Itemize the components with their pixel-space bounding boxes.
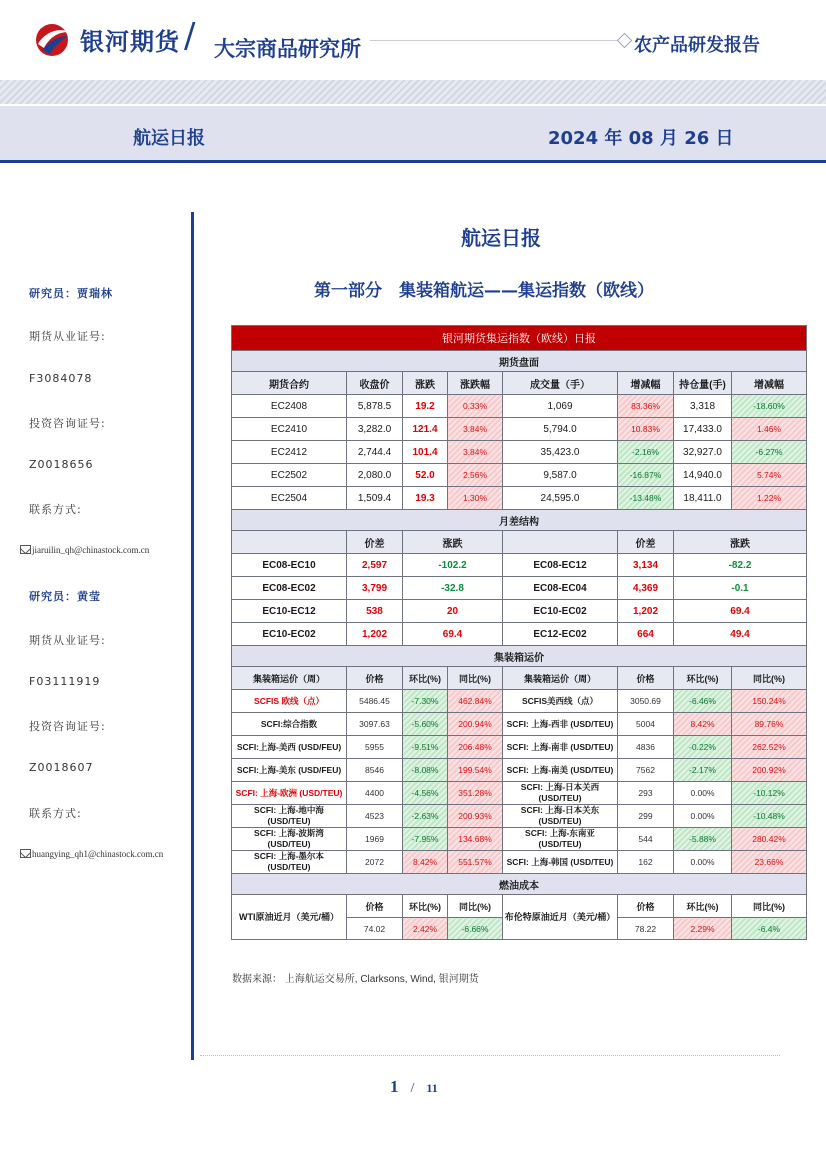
freight-price: 299 [618,805,674,828]
table-row [232,690,807,713]
freight-wow: 0.00% [674,782,732,805]
freight-wow: 0.00% [674,851,732,874]
col-header: 价差 [347,531,403,554]
close-price: 3,282.0 [347,418,403,441]
freight-name: SCFI: 上海-南美 (USD/TEU) [503,759,618,782]
freight-name: SCFIS 欧线（点） [232,690,347,713]
col-header: 价格 [347,667,403,690]
spread-section-header: 月差结构 [232,510,807,531]
open-interest: 14,940.0 [674,464,732,487]
col-header: 同比(%) [732,895,807,918]
brent-wow: 2.29% [674,918,732,940]
spread-name: EC10-EC02 [503,600,618,623]
brent-label: 布伦特原油近月（美元/桶） [503,895,618,940]
freight-name: SCFIS美西线（点） [503,690,618,713]
table-row [232,418,807,441]
freight-price: 8546 [347,759,403,782]
freight-yoy: 23.66% [732,851,807,874]
section-title: 第一部分 集装箱航运——集运指数（欧线） [314,281,654,301]
spread-change: -102.2 [403,554,503,577]
spread-price: 1,202 [347,623,403,646]
oi-change: 1.46% [732,418,807,441]
freight-name: SCFI: 上海-南非 (USD/TEU) [503,736,618,759]
main-title: 航运日报 [461,226,541,250]
spread-change: 69.4 [674,600,807,623]
spread-name: EC08-EC02 [232,577,347,600]
freight-section-header: 集装箱运价 [232,646,807,667]
volume: 1,069 [503,395,618,418]
email-2[interactable] [20,849,163,859]
freight-price: 1969 [347,828,403,851]
contract: EC2412 [232,441,347,464]
researcher-2-name: 研究员：黄莹 [29,590,101,603]
freight-wow: 8.42% [674,713,732,736]
contract: EC2410 [232,418,347,441]
table-row [232,395,807,418]
freight-price: 4400 [347,782,403,805]
freight-wow: -9.51% [403,736,448,759]
freight-yoy: 551.57% [448,851,503,874]
freight-price: 5486.45 [347,690,403,713]
table-row [232,736,807,759]
col-header: 期货合约 [232,372,347,395]
freight-price: 4836 [618,736,674,759]
contract: EC2408 [232,395,347,418]
freight-price: 3097.63 [347,713,403,736]
sidebar-divider [191,212,194,1060]
freight-yoy: 200.94% [448,713,503,736]
freight-wow: 0.00% [674,805,732,828]
freight-yoy: 351.28% [448,782,503,805]
freight-wow: -2.17% [674,759,732,782]
freight-wow: -4.56% [403,782,448,805]
freight-price: 3050.69 [618,690,674,713]
freight-yoy: 262.52% [732,736,807,759]
spread-change: -82.2 [674,554,807,577]
freight-name: SCFI: 上海-东南亚 (USD/TEU) [503,828,618,851]
col-header: 涨跌 [403,531,503,554]
open-interest: 32,927.0 [674,441,732,464]
report-type: 农产品研发报告 [634,35,760,56]
col-header: 持仓量(手) [674,372,732,395]
freight-price: 162 [618,851,674,874]
email-1[interactable] [20,545,149,555]
freight-yoy: 199.54% [448,759,503,782]
freight-name: SCFI:上海-美东 (USD/FEU) [232,759,347,782]
spread-name: EC08-EC12 [503,554,618,577]
col-header: 成交量（手） [503,372,618,395]
freight-wow: 8.42% [403,851,448,874]
spread-name: EC08-EC10 [232,554,347,577]
table-row [232,805,807,828]
close-price: 5,878.5 [347,395,403,418]
volume-change: 10.83% [618,418,674,441]
col-header: 同比(%) [732,667,807,690]
change: 121.4 [403,418,448,441]
freight-yoy: -10.48% [732,805,807,828]
freight-wow: -8.08% [403,759,448,782]
freight-yoy: 280.42% [732,828,807,851]
freight-yoy: -10.12% [732,782,807,805]
open-interest: 3,318 [674,395,732,418]
freight-price: 7562 [618,759,674,782]
table-row [232,577,807,600]
freight-header-row [232,667,807,690]
freight-wow: -5.88% [674,828,732,851]
col-header-empty [503,531,618,554]
col-header: 同比(%) [448,895,503,918]
galaxy-futures-logo-icon [32,22,72,58]
col-header: 集装箱运价（周） [503,667,618,690]
change: 101.4 [403,441,448,464]
page-number [390,1077,438,1097]
oi-change: 1.22% [732,487,807,510]
invest-cert-label-1: 投资咨询证号: [29,417,106,430]
freight-yoy: 206.48% [448,736,503,759]
change-pct: 3.84% [448,418,503,441]
col-header: 增减幅 [618,372,674,395]
spread-change: 69.4 [403,623,503,646]
change-pct: 2.56% [448,464,503,487]
brent-price: 78.22 [618,918,674,940]
fuel-header-row [232,895,807,918]
spread-change: 20 [403,600,503,623]
col-header: 增减幅 [732,372,807,395]
table-row [232,464,807,487]
close-price: 1,509.4 [347,487,403,510]
freight-name: SCFI: 上海-墨尔本 (USD/TEU) [232,851,347,874]
freight-name: SCFI: 上海-欧洲 (USD/TEU) [232,782,347,805]
spread-price: 4,369 [618,577,674,600]
spread-price: 2,597 [347,554,403,577]
col-header: 环比(%) [403,895,448,918]
futures-cert-label-1: 期货从业证号: [29,330,106,343]
spread-price: 538 [347,600,403,623]
close-price: 2,080.0 [347,464,403,487]
current-page: 1 [390,1077,399,1096]
spread-header-row [232,531,807,554]
freight-price: 2072 [347,851,403,874]
invest-cert-1: Z0018656 [29,458,94,471]
header-stripe [0,80,826,104]
total-pages: 11 [426,1081,438,1095]
spread-price: 1,202 [618,600,674,623]
volume: 5,794.0 [503,418,618,441]
oi-change: -18.60% [732,395,807,418]
freight-wow: -2.63% [403,805,448,828]
freight-name: SCFI: 上海-韩国 (USD/TEU) [503,851,618,874]
spread-price: 3,134 [618,554,674,577]
col-header: 环比(%) [674,895,732,918]
page-separator: / [410,1081,415,1096]
header-rule [370,40,622,41]
spread-change: 49.4 [674,623,807,646]
spread-price: 3,799 [347,577,403,600]
freight-wow: -0.22% [674,736,732,759]
col-header: 集装箱运价（周） [232,667,347,690]
col-header: 价格 [618,895,674,918]
email-1-text[interactable]: jiaruilin_qh@chinastock.com.cn [32,545,150,555]
invest-cert-label-2: 投资咨询证号: [29,720,106,733]
wti-price: 74.02 [347,918,403,940]
col-header: 涨跌幅 [448,372,503,395]
freight-name: SCFI: 上海-波斯湾 (USD/TEU) [232,828,347,851]
freight-name: SCFI:上海-美西 (USD/FEU) [232,736,347,759]
table-row [232,713,807,736]
spread-name: EC08-EC04 [503,577,618,600]
freight-name: SCFI: 上海-日本关西 (USD/TEU) [503,782,618,805]
change-pct: 1.30% [448,487,503,510]
spread-change: -32.8 [403,577,503,600]
futures-header-row [232,372,807,395]
table-title: 银河期货集运指数（欧线）日报 [232,326,807,351]
table-row [232,759,807,782]
freight-name: SCFI: 上海-日本关东 (USD/TEU) [503,805,618,828]
freight-price: 293 [618,782,674,805]
daily-report-table [231,325,807,940]
col-header: 同比(%) [448,667,503,690]
spread-change: -0.1 [674,577,807,600]
fuel-section-header: 燃油成本 [232,874,807,895]
contract: EC2504 [232,487,347,510]
freight-yoy: 200.93% [448,805,503,828]
table-row [232,554,807,577]
col-header-empty [232,531,347,554]
diamond-icon [617,33,633,49]
spread-name: EC10-EC12 [232,600,347,623]
oi-change: -6.27% [732,441,807,464]
company-name: 银河期货 [80,28,180,56]
table-row [232,441,807,464]
col-header: 价格 [618,667,674,690]
col-header: 环比(%) [674,667,732,690]
futures-cert-1: F3084078 [29,372,93,385]
freight-price: 544 [618,828,674,851]
wti-yoy: -6.66% [448,918,503,940]
col-header: 环比(%) [403,667,448,690]
close-price: 2,744.4 [347,441,403,464]
oi-change: 5.74% [732,464,807,487]
futures-cert-label-2: 期货从业证号: [29,634,106,647]
wti-label: WTI原油近月（美元/桶） [232,895,347,940]
freight-name: SCFI: 上海-西非 (USD/TEU) [503,713,618,736]
freight-name: SCFI:综合指数 [232,713,347,736]
email-2-text[interactable]: huangying_qh1@chinastock.com.cn [32,849,164,859]
volume-change: 83.36% [618,395,674,418]
freight-price: 4523 [347,805,403,828]
freight-yoy: 89.76% [732,713,807,736]
freight-wow: -7.95% [403,828,448,851]
col-header: 价差 [618,531,674,554]
futures-cert-2: F03111919 [29,675,101,688]
col-header: 价格 [347,895,403,918]
brent-yoy: -6.4% [732,918,807,940]
freight-yoy: 462.84% [448,690,503,713]
data-source: 数据来源： 上海航运交易所, Clarksons, Wind, 银河期货 [232,974,479,985]
volume: 24,595.0 [503,487,618,510]
table-row [232,782,807,805]
volume-change: -2.16% [618,441,674,464]
freight-price: 5004 [618,713,674,736]
open-interest: 17,433.0 [674,418,732,441]
volume-change: -16.87% [618,464,674,487]
volume: 9,587.0 [503,464,618,487]
researcher-1-name: 研究员：贾瑞林 [29,287,113,300]
change: 19.2 [403,395,448,418]
table-row [232,600,807,623]
change: 19.3 [403,487,448,510]
col-header: 涨跌 [674,531,807,554]
report-date: 2024 年 08 月 26 日 [548,128,734,149]
contract: EC2502 [232,464,347,487]
table-row [232,828,807,851]
institute-name: 大宗商品研究所 [214,37,361,61]
freight-yoy: 150.24% [732,690,807,713]
volume-change: -13.48% [618,487,674,510]
contact-label-1: 联系方式: [29,503,82,516]
change-pct: 0.33% [448,395,503,418]
contact-label-2: 联系方式: [29,807,82,820]
mail-icon [20,545,31,554]
wti-wow: 2.42% [403,918,448,940]
spread-name: EC12-EC02 [503,623,618,646]
footer-rule [200,1055,780,1056]
change-pct: 3.84% [448,441,503,464]
volume: 35,423.0 [503,441,618,464]
open-interest: 18,411.0 [674,487,732,510]
invest-cert-2: Z0018607 [29,761,94,774]
table-row [232,623,807,646]
band-title: 航运日报 [133,128,205,149]
title-band-underline [0,160,826,163]
futures-section-header: 期货盘面 [232,351,807,372]
freight-wow: -5.60% [403,713,448,736]
header-slash-divider: / [184,16,196,56]
table-row [232,487,807,510]
change: 52.0 [403,464,448,487]
freight-price: 5955 [347,736,403,759]
freight-yoy: 200.92% [732,759,807,782]
freight-wow: -6.46% [674,690,732,713]
spread-price: 664 [618,623,674,646]
mail-icon [20,849,31,858]
col-header: 涨跌 [403,372,448,395]
freight-yoy: 134.68% [448,828,503,851]
spread-name: EC10-EC02 [232,623,347,646]
freight-wow: -7.30% [403,690,448,713]
col-header: 收盘价 [347,372,403,395]
freight-name: SCFI: 上海-地中海 (USD/TEU) [232,805,347,828]
table-row [232,851,807,874]
